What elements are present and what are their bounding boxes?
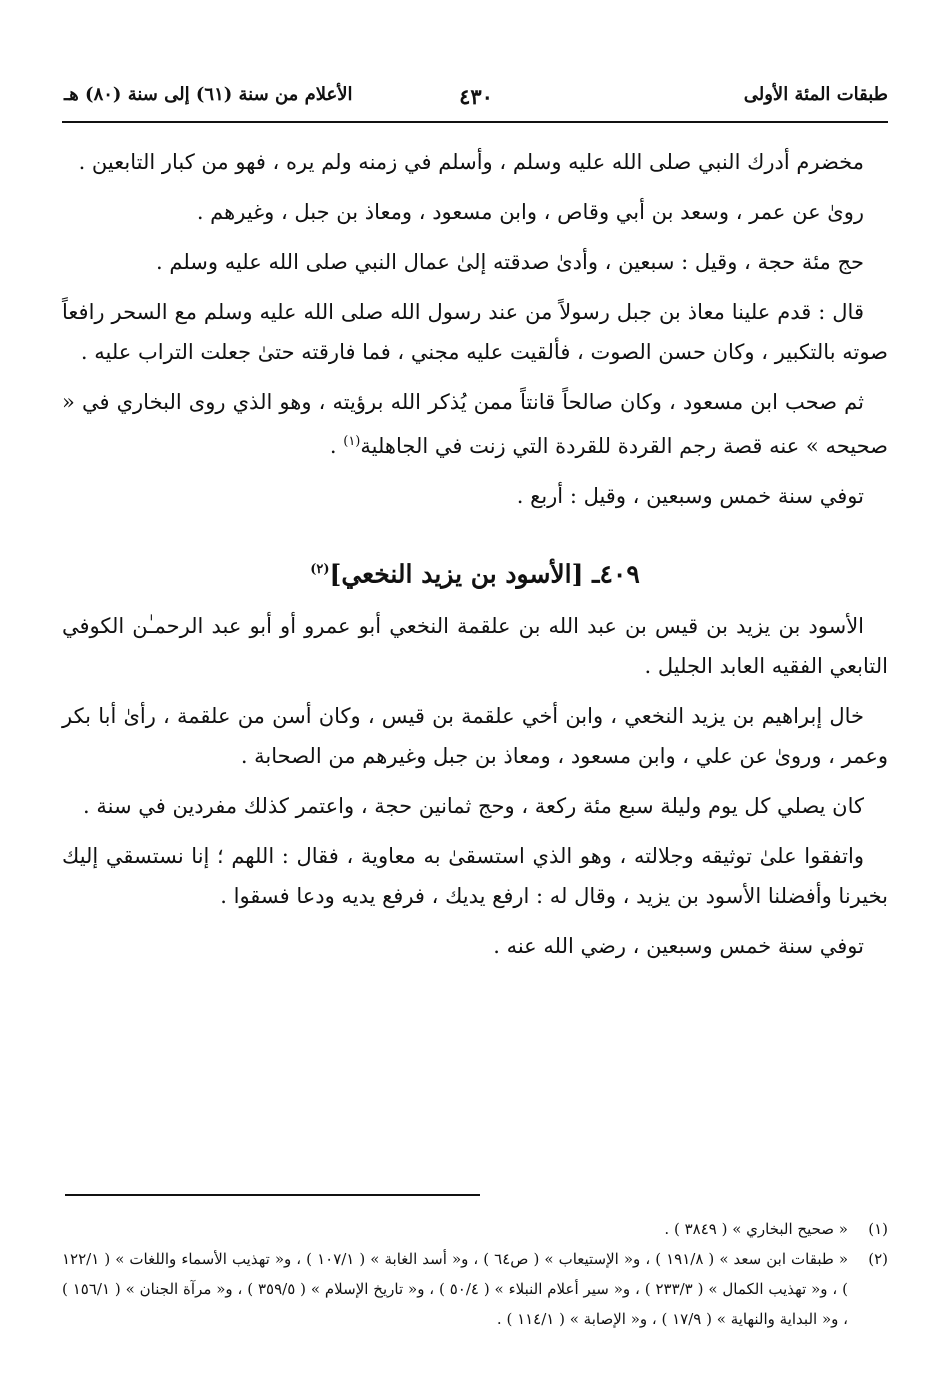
paragraph: مخضرم أدرك النبي صلى الله عليه وسلم ، وأسلم في زمنه ولم يره ، فهو من كبار التابعين . bbox=[78, 150, 864, 174]
footnote-divider bbox=[65, 1194, 480, 1196]
paragraph: خال إبراهيم بن يزيد النخعي ، وابن أخي علقمة بن قيس ، وكان أسن من علقمة ، رأىٰ أبا بكر وعمر ، وروىٰ عن علي ، وابن مسعود ، ومعاذ بن جبل وغيرهم من الصحابة . bbox=[62, 704, 888, 769]
paragraph: حج مئة حجة ، وقيل : سبعين ، وأدىٰ صدقته إلىٰ عمال النبي صلى الله عليه وسلم . bbox=[156, 250, 864, 274]
footnotes bbox=[62, 1214, 888, 1334]
paragraph bbox=[62, 382, 888, 466]
paragraph: كان يصلي كل يوم وليلة سبع مئة ركعة ، وحج ثمانين حجة ، واعتمر كذلك مفردين في سنة . bbox=[83, 794, 864, 819]
paragraph: توفي سنة خمس وسبعين ، رضي الله عنه . bbox=[493, 934, 864, 959]
footnote-reference: (٢) bbox=[310, 562, 330, 577]
header-divider bbox=[62, 121, 888, 123]
paragraph: توفي سنة خمس وسبعين ، وقيل : أربع . bbox=[516, 484, 864, 508]
paragraph: قال : قدم علينا معاذ بن جبل رسولاً من عند رسول الله صلى الله عليه وسلم مع السحر رافعاً صوته بالتكبير ، وكان حسن الصوت ، فألقيت عليه مجني ، فما فارقته حتىٰ جعلت التراب عليه . bbox=[62, 300, 888, 364]
footnote-text: « طبقات ابن سعد » ( ١٩١/٨ ) ، و« الإستيعاب » ( ص٦٤ ) ، و« أسد الغابة » ( ١٠٧/١ ) ، و« تهذيب الأسماء واللغات » ( ١٢٢/١ ) ، و« تهذيب الكمال » ( ٢٣٣/٣ ) ، و« سير أعلام النبلاء » ( ٥٠/٤ ) ، و« تاريخ الإسلام » ( ٣٥٩/٥ ) ، و« مرآة الجنان » ( ١٥٦/١ ) ، و« البداية والنهاية » ( ١٧/٩ ) ، و« الإصابة » ( ١١٤/١ ) . bbox=[62, 1250, 848, 1328]
paragraph-text: ثم صحب ابن مسعود ، وكان صالحاً قانتاً ممن يُذكر الله برؤيته ، وهو الذي روى البخاري في « صحيحه » عنه قصة رجم القردة للقردة التي زنت في الجاهلية bbox=[62, 390, 888, 458]
footnote-text: « صحيح البخاري » ( ٣٨٤٩ ) . bbox=[664, 1220, 848, 1238]
footnote-item bbox=[62, 1244, 888, 1334]
entry-heading-text: ٤٠٩ـ [الأسود بن يزيد النخعي] bbox=[329, 559, 640, 589]
paragraph: الأسود بن يزيد بن قيس بن عبد الله بن علقمة النخعي أبو عمرو أو أبو عبد الرحمـٰن الكوفي التابعي الفقيه العابد الجليل . bbox=[62, 614, 888, 679]
entry-heading bbox=[62, 550, 888, 594]
paragraph: روىٰ عن عمر ، وسعد بن أبي وقاص ، وابن مسعود ، ومعاذ بن جبل ، وغيرهم . bbox=[196, 200, 864, 224]
running-header bbox=[64, 84, 888, 114]
section-title: الأعلام من سنة (٦١) إلى سنة (٨٠) هـ bbox=[64, 84, 353, 105]
book-title: طبقات المئة الأولى bbox=[743, 84, 888, 105]
main-text bbox=[62, 142, 888, 976]
paragraph: واتفقوا علىٰ توثيقه وجلالته ، وهو الذي استسقىٰ به معاوية ، فقال : اللهم ؛ إنا نستسقي إليك بخيرنا وأفضلنا الأسود بن يزيد ، وقال له : ارفع يديك ، فرفع يديه ودعا فسقوا . bbox=[62, 844, 888, 909]
page-number: ٤٣٠ bbox=[459, 84, 493, 109]
paragraph-end: . bbox=[329, 434, 344, 458]
footnote-item bbox=[62, 1214, 888, 1244]
footnote-number: (١) bbox=[868, 1220, 888, 1238]
footnote-number: (٢) bbox=[868, 1250, 888, 1268]
footnote-reference: (١) bbox=[343, 434, 361, 449]
